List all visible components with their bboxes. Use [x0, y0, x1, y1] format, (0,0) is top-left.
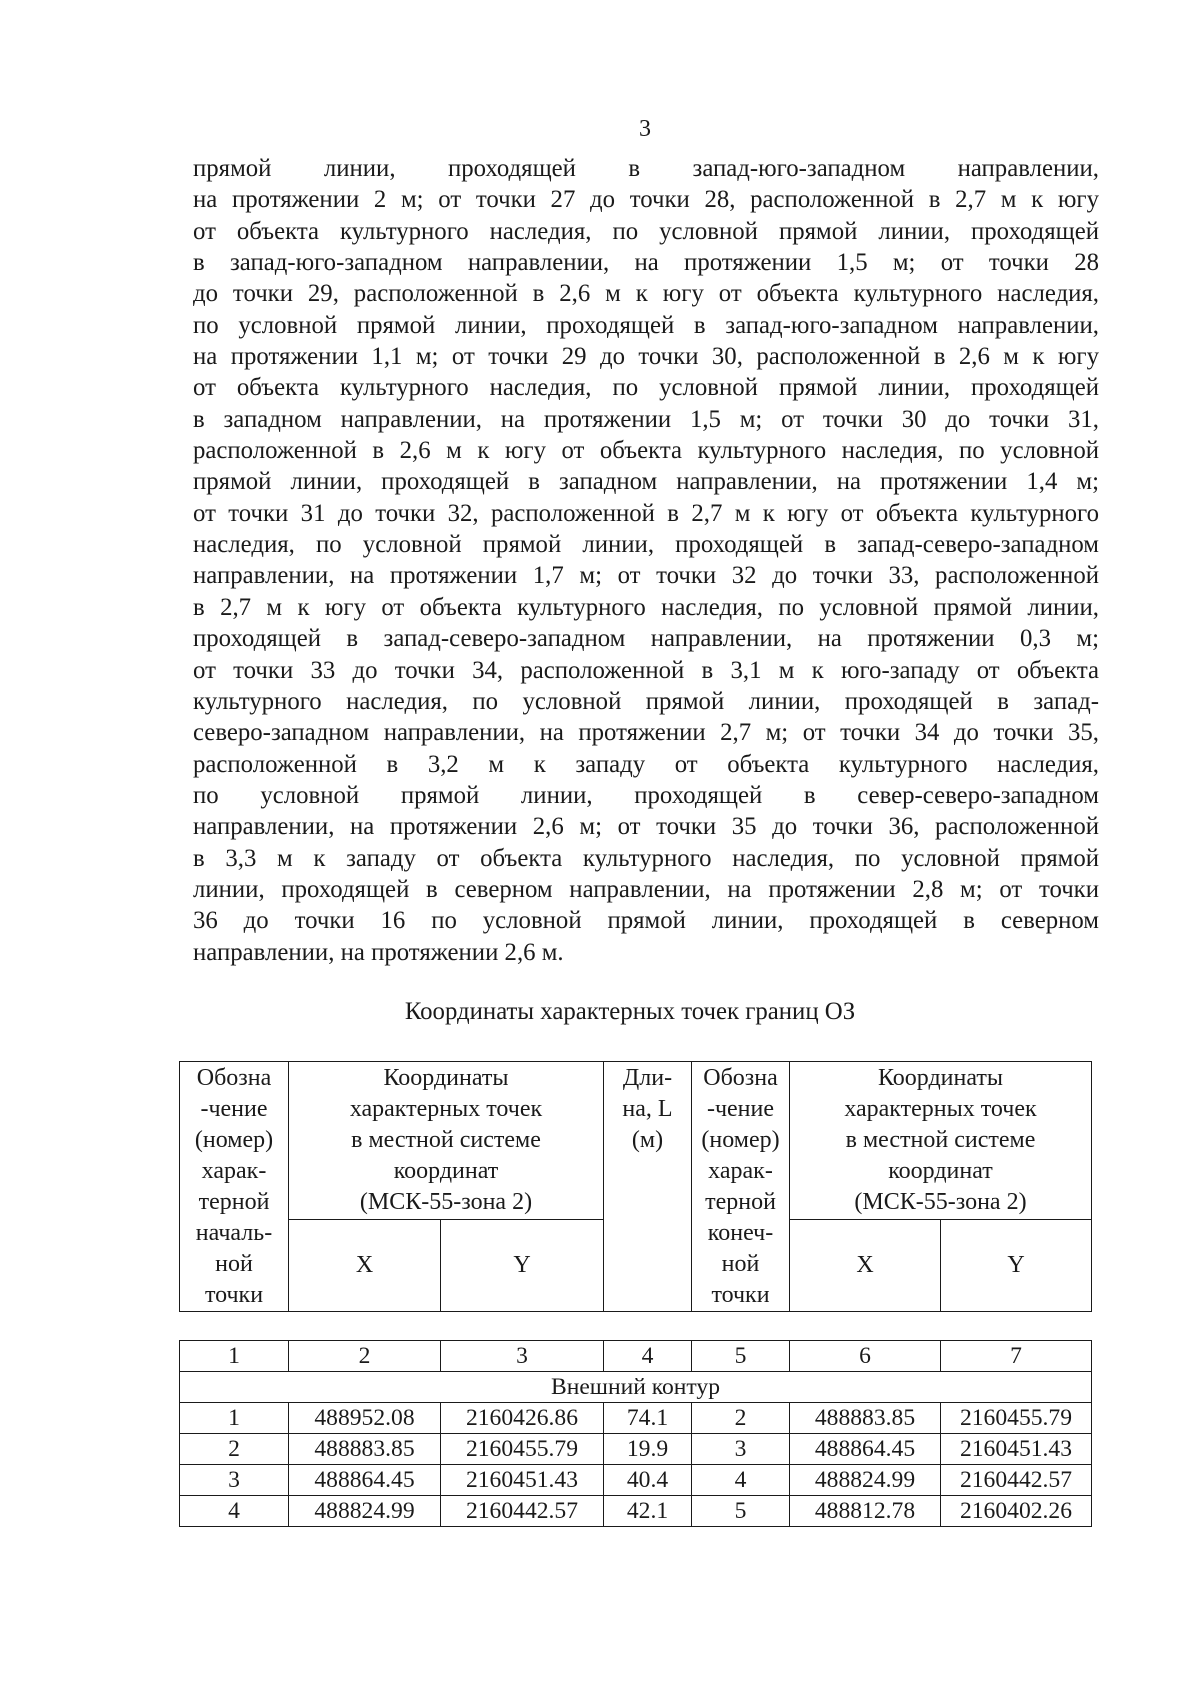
table-cell: 2160442.57 — [441, 1496, 604, 1527]
header-x-start: X — [289, 1219, 441, 1311]
body-line: от точки 31 до точки 32, расположенной в 2,7 м к югу от объекта культурного — [193, 499, 1099, 527]
table-cell: 2160451.43 — [941, 1434, 1092, 1465]
body-line: прямой линии, проходящей в запад-юго-западном направлении, — [193, 155, 1099, 182]
table-cell: 3 — [180, 1465, 289, 1496]
header-end-point: Обозна -чение (номер) харак- терной конеч- ной точки — [692, 1062, 790, 1312]
table-cell: 2160455.79 — [941, 1403, 1092, 1434]
table-cell: 4 — [692, 1465, 790, 1496]
table-cell: 488883.85 — [289, 1434, 441, 1465]
table-cell: 488952.08 — [289, 1403, 441, 1434]
body-line: расположенной в 3,2 м к западу от объекта культурного наследия, — [193, 750, 1099, 778]
body-line: культурного наследия, по условной прямой линии, проходящей в запад- — [193, 687, 1099, 715]
table-cell: 5 — [692, 1496, 790, 1527]
table-cell: 488864.45 — [289, 1465, 441, 1496]
column-number-row — [180, 1341, 1092, 1372]
body-line: проходящей в запад-северо-западном направлении, на протяжении 0,3 м; — [193, 625, 1099, 653]
column-number: 7 — [941, 1341, 1092, 1372]
table-cell: 2160451.43 — [441, 1465, 604, 1496]
table-cell: 74.1 — [604, 1403, 692, 1434]
header-y-end: Y — [941, 1219, 1092, 1311]
body-line: от точки 33 до точки 34, расположенной в 3,1 м к юго-западу от объекта — [193, 656, 1099, 684]
table-row — [180, 1465, 1092, 1496]
table-cell: 2160455.79 — [441, 1434, 604, 1465]
column-number: 2 — [289, 1341, 441, 1372]
table-cell: 488864.45 — [790, 1434, 941, 1465]
header-length: Дли- на, L (м) — [604, 1062, 692, 1312]
table-cell: 40.4 — [604, 1465, 692, 1496]
table-row — [180, 1434, 1092, 1465]
body-line: линии, проходящей в северном направлении, на протяжении 2,8 м; от точки — [193, 875, 1099, 903]
table-cell: 2160442.57 — [941, 1465, 1092, 1496]
table-cell: 2160402.26 — [941, 1496, 1092, 1527]
table-cell: 2 — [692, 1403, 790, 1434]
body-line: на протяжении 2 м; от точки 27 до точки 28, расположенной в 2,7 м к югу — [193, 186, 1099, 214]
coordinates-data-table — [179, 1340, 1092, 1527]
table-cell: 2 — [180, 1434, 289, 1465]
table-cell: 3 — [692, 1434, 790, 1465]
table-title: Координаты характерных точек границ ОЗ — [404, 998, 856, 1025]
table-cell: 488883.85 — [790, 1403, 941, 1434]
table-row — [180, 1496, 1092, 1527]
header-x-end: X — [790, 1219, 941, 1311]
coordinates-header-table — [179, 1061, 1092, 1312]
table-cell: 1 — [180, 1403, 289, 1434]
column-number: 1 — [180, 1341, 289, 1372]
table-row — [180, 1403, 1092, 1434]
table-cell: 42.1 — [604, 1496, 692, 1527]
page-number: 3 — [639, 116, 651, 142]
body-line: в 3,3 м к западу от объекта культурного наследия, по условной прямой — [193, 844, 1099, 872]
table-cell: 488824.99 — [289, 1496, 441, 1527]
body-line: северо-западном направлении, на протяжении 2,7 м; от точки 34 до точки 35, — [193, 719, 1099, 747]
table-cell: 488824.99 — [790, 1465, 941, 1496]
body-text — [193, 153, 1099, 968]
body-line: в западном направлении, на протяжении 1,5 м; от точки 30 до точки 31, — [193, 405, 1099, 433]
body-line: наследия, по условной прямой линии, проходящей в запад-северо-западном — [193, 531, 1099, 559]
body-line: прямой линии, проходящей в западном направлении, на протяжении 1,4 м; — [193, 468, 1099, 496]
section-label: Внешний контур — [180, 1372, 1092, 1403]
body-line: направлении, на протяжении 2,6 м; от точки 35 до точки 36, расположенной — [193, 813, 1099, 841]
body-line: в 2,7 м к югу от объекта культурного наследия, по условной прямой линии, — [193, 593, 1099, 621]
header-coords-end: Координаты характерных точек в местной системе координат (МСК-55-зона 2) — [790, 1062, 1092, 1220]
body-line: расположенной в 2,6 м к югу от объекта культурного наследия, по условной — [193, 437, 1099, 465]
table-cell: 2160426.86 — [441, 1403, 604, 1434]
header-coords-start: Координаты характерных точек в местной системе координат (МСК-55-зона 2) — [289, 1062, 604, 1220]
body-line: от объекта культурного наследия, по условной прямой линии, проходящей — [193, 374, 1099, 402]
body-line: до точки 29, расположенной в 2,6 м к югу от объекта культурного наследия, — [193, 280, 1099, 308]
body-line: по условной прямой линии, проходящей в север-северо-западном — [193, 781, 1099, 809]
body-line: направлении, на протяжении 1,7 м; от точки 32 до точки 33, расположенной — [193, 562, 1099, 590]
column-number: 5 — [692, 1341, 790, 1372]
body-line: 36 до точки 16 по условной прямой линии, проходящей в северном — [193, 907, 1099, 935]
header-y-start: Y — [441, 1219, 604, 1311]
header-start-point: Обозна -чение (номер) харак- терной началь- ной точки — [180, 1062, 289, 1312]
table-cell: 488812.78 — [790, 1496, 941, 1527]
body-line: в запад-юго-западном направлении, на протяжении 1,5 м; от точки 28 — [193, 249, 1099, 277]
body-line: по условной прямой линии, проходящей в запад-юго-западном направлении, — [193, 311, 1099, 339]
body-line: направлении, на протяжении 2,6 м. — [193, 938, 564, 966]
table-cell: 19.9 — [604, 1434, 692, 1465]
table-cell: 4 — [180, 1496, 289, 1527]
body-line: на протяжении 1,1 м; от точки 29 до точки 30, расположенной в 2,6 м к югу — [193, 343, 1099, 371]
section-row — [180, 1372, 1092, 1403]
column-number: 4 — [604, 1341, 692, 1372]
body-line: от объекта культурного наследия, по условной прямой линии, проходящей — [193, 217, 1099, 245]
column-number: 3 — [441, 1341, 604, 1372]
column-number: 6 — [790, 1341, 941, 1372]
